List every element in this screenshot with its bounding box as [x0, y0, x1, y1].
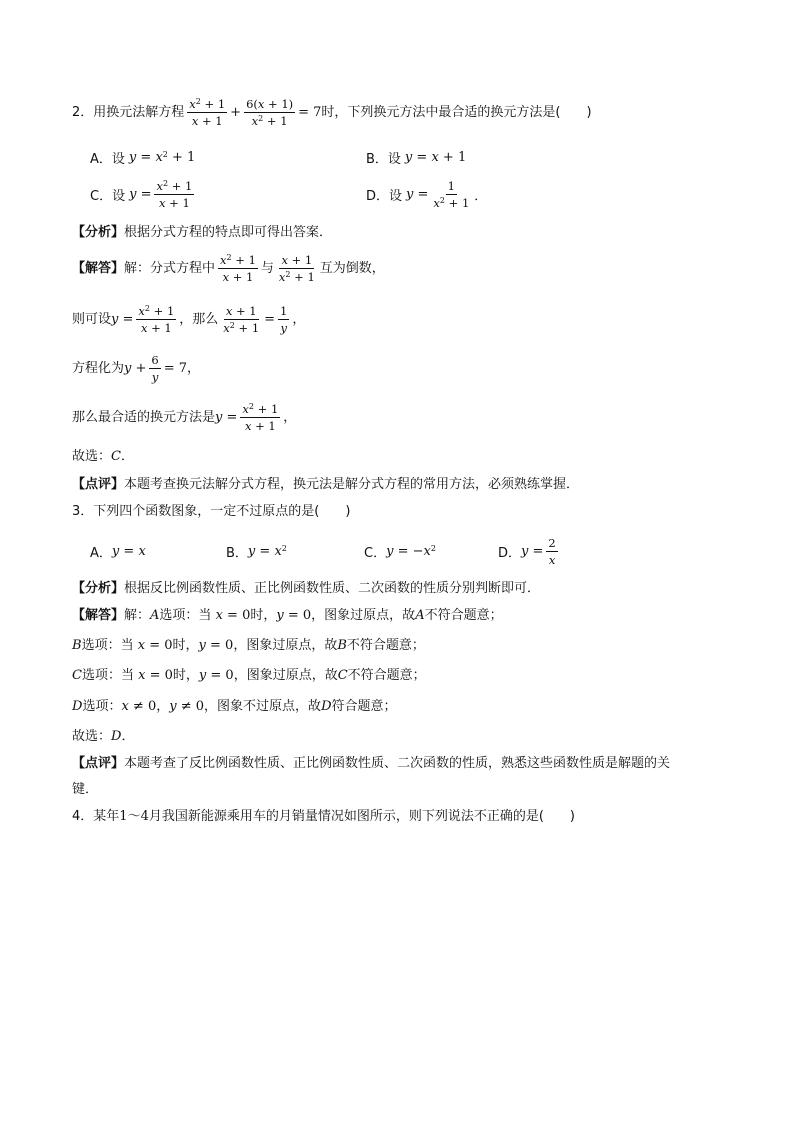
q2-choice — [72, 450, 134, 463]
q3-choice-letter: D — [111, 729, 122, 744]
q2-sol2-text-c: ， — [292, 312, 306, 328]
q3-option-a: A． y = x — [90, 544, 146, 561]
q2-number: 2． — [72, 105, 94, 121]
q2-sol3-text-a: 方程化为 — [72, 361, 125, 377]
q3-sol-b-when: 时， — [172, 638, 199, 653]
q2-sol2-text-b: ，那么 — [179, 312, 219, 328]
q2-stem-text-a: 用换元法解方程 — [93, 105, 185, 121]
q2-eq-seven: = 7 — [298, 105, 322, 121]
q3-solution-d: D 选项： x ≠ 0 ， y ≠ 0 ，图象不过原点，故 D 符合题意； — [72, 699, 397, 714]
q3-sol-b-word: 选项：当 — [81, 638, 134, 653]
q3-number: 3． — [72, 504, 94, 519]
q2-option-d-label: D．设 — [366, 189, 403, 205]
q4-month-range: 1～4 — [119, 809, 149, 824]
q3-option-d: D． y = $\frac{2}{x}$ — [498, 536, 556, 568]
q3-analysis — [72, 582, 540, 595]
q2-option-a: A．设 $y = x^2 + 1$ — [90, 150, 196, 167]
q3-sol-d-mid: ，图象不过原点，故 — [204, 699, 322, 714]
q3-option-c-label: C． — [364, 546, 387, 561]
q3-solution-a: 【解答】 解： A 选项：当 x = 0 时， y = 0 ，图象过原点，故 A 不符合题意； — [72, 608, 503, 623]
q3-comment-line-1 — [72, 757, 670, 770]
q3-comment-text-1: 本题考查了反比例函数性质、正比例函数性质、二次函数的性质，熟悉这些函数性质是解题的关 — [124, 756, 671, 771]
q2-solution-line-1: 【解答】 解：分式方程中 $\frac{x^2 + 1}{x + 1}$ 与 $\frac{x + 1}{x^2 + 1}$ 互为倒数， — [72, 253, 385, 285]
q2-option-d: D．设 y = $\frac{1}{x^2 + 1}$ ． — [366, 179, 488, 211]
q3-sol-c-word: 选项：当 — [81, 668, 134, 683]
q3-choice-label: 故选： — [72, 729, 112, 744]
q3-sol-b-notfit: 不符合题意； — [346, 638, 425, 653]
q4-stem — [72, 810, 575, 823]
q2-comment — [72, 478, 579, 491]
q2-stem-text-b: 时，下列换元方法中最合适的换元方法是( ) — [321, 105, 592, 121]
q3-option-a-label: A． — [90, 546, 112, 561]
q2-frac-1: $\frac{x^2 + 1}{x + 1}$ — [189, 97, 226, 129]
q3-comment-tag: 【点评】 — [72, 756, 125, 771]
q3-option-b: B． $y = x^2$ — [226, 544, 287, 561]
q3-sol-d-letter: D — [72, 699, 83, 714]
q2-option-c: C．设 y = $\frac{x^2 + 1}{x + 1}$ — [90, 179, 193, 211]
q3-sol-b-letter: B — [72, 638, 82, 653]
q3-solution-tag: 【解答】 — [72, 608, 125, 623]
q2-comment-text: 本题考查换元法解分式方程，换元法是解分式方程的常用方法，必须熟练掌握． — [124, 477, 580, 492]
q2-analysis-tag: 【分析】 — [72, 225, 125, 240]
q3-sol-a-when: 时， — [250, 608, 277, 623]
q2-sol4-text-b: ， — [283, 410, 297, 426]
q3-sol-a-notfit: 不符合题意； — [424, 608, 503, 623]
q3-comment-text-2: 键． — [72, 782, 99, 797]
q3-sol-d-fit: 符合题意； — [331, 699, 397, 714]
q3-solution-b: B 选项：当 x = 0 时， y = 0 ，图象过原点，故 B 不符合题意； — [72, 638, 425, 653]
q2-sol1-text-b: 与 — [260, 261, 274, 277]
q2-option-c-label: C．设 — [90, 189, 126, 205]
q2-sol2-text-a: 则可设 — [72, 312, 112, 328]
q3-sol-d-word: 选项： — [82, 699, 122, 714]
q3-sol-a-word: 选项：当 — [159, 608, 212, 623]
q3-choice — [72, 730, 134, 743]
q3-analysis-tag: 【分析】 — [72, 581, 125, 596]
q3-sol-c-when: 时， — [172, 668, 199, 683]
q2-sol1-text-c: 互为倒数， — [319, 261, 385, 277]
q2-choice-letter: C — [111, 449, 121, 464]
q2-stem: 2． 用换元法解方程 $\frac{x^2 + 1}{x + 1}$ + $\frac{6(x + 1)}{x^2 + 1}$ = 7 时，下列换元方法中最合适的换元方法是( ) — [72, 97, 592, 129]
q3-analysis-text: 根据反比例函数性质、正比例函数性质、二次函数的性质分别判断即可． — [124, 581, 541, 596]
q2-analysis — [72, 226, 332, 239]
q4-number: 4． — [72, 809, 94, 824]
q3-stem — [72, 505, 350, 518]
q2-comment-tag: 【点评】 — [72, 477, 125, 492]
q3-option-c: C． $y = -x^2$ — [364, 544, 436, 561]
q3-option-d-label: D． — [498, 546, 522, 562]
q2-sol3-text-b: ， — [187, 361, 201, 377]
q3-stem-text: 下列四个函数图象，一定不过原点的是( ) — [93, 504, 351, 519]
q2-solution-tag: 【解答】 — [72, 261, 125, 277]
q2-solution-line-2: 则可设 y = $\frac{x^2 + 1}{x + 1}$ ，那么 $\frac{x + 1}{x^2 + 1}$ = $\frac{1}{y}$ ， — [72, 304, 306, 336]
q3-solution-head: 解： — [124, 608, 151, 623]
q3-comment-line-2 — [72, 783, 98, 796]
q3-choice-period: ． — [121, 729, 135, 744]
q3-solution-c: C 选项：当 x = 0 时， y = 0 ，图象过原点，故 C 不符合题意； — [72, 668, 426, 683]
q2-solution-line-3: 方程化为 y + $\frac{6}{y}$ = 7 ， — [72, 353, 201, 385]
q2-solution-line-4: 那么最合适的换元方法是 y = $\frac{x^2 + 1}{x + 1}$ ， — [72, 402, 297, 434]
q2-option-b-label: B．设 — [366, 152, 401, 167]
q2-option-b: B．设 y = x + 1 — [366, 150, 467, 167]
q3-sol-c-letter: C — [72, 668, 82, 683]
q3-sol-b-passes: ，图象过原点，故 — [233, 638, 338, 653]
q4-stem-text-a: 某年 — [93, 809, 120, 824]
q2-sol4-text-a: 那么最合适的换元方法是 — [72, 410, 216, 426]
q3-sol-c-notfit: 不符合题意； — [347, 668, 426, 683]
q2-analysis-text: 根据分式方程的特点即可得出答案． — [124, 225, 333, 240]
q2-sol1-text-a: 解：分式方程中 — [124, 261, 216, 277]
q2-option-d-period: ． — [474, 189, 488, 205]
q3-sol-c-passes: ，图象过原点，故 — [233, 668, 338, 683]
q2-option-a-label: A．设 — [90, 152, 125, 167]
q2-frac-2: $\frac{6(x + 1)}{x^2 + 1}$ — [246, 97, 294, 129]
q3-sol-a-letter: A — [150, 608, 160, 623]
q3-option-b-label: B． — [226, 546, 248, 561]
q3-sol-a-passes: ，图象过原点，故 — [311, 608, 416, 623]
q2-choice-label: 故选： — [72, 449, 112, 464]
q2-choice-period: ． — [120, 449, 134, 464]
q4-stem-text-b: 月我国新能源乘用车的月销量情况如图所示，则下列说法不正确的是( ) — [148, 809, 575, 824]
